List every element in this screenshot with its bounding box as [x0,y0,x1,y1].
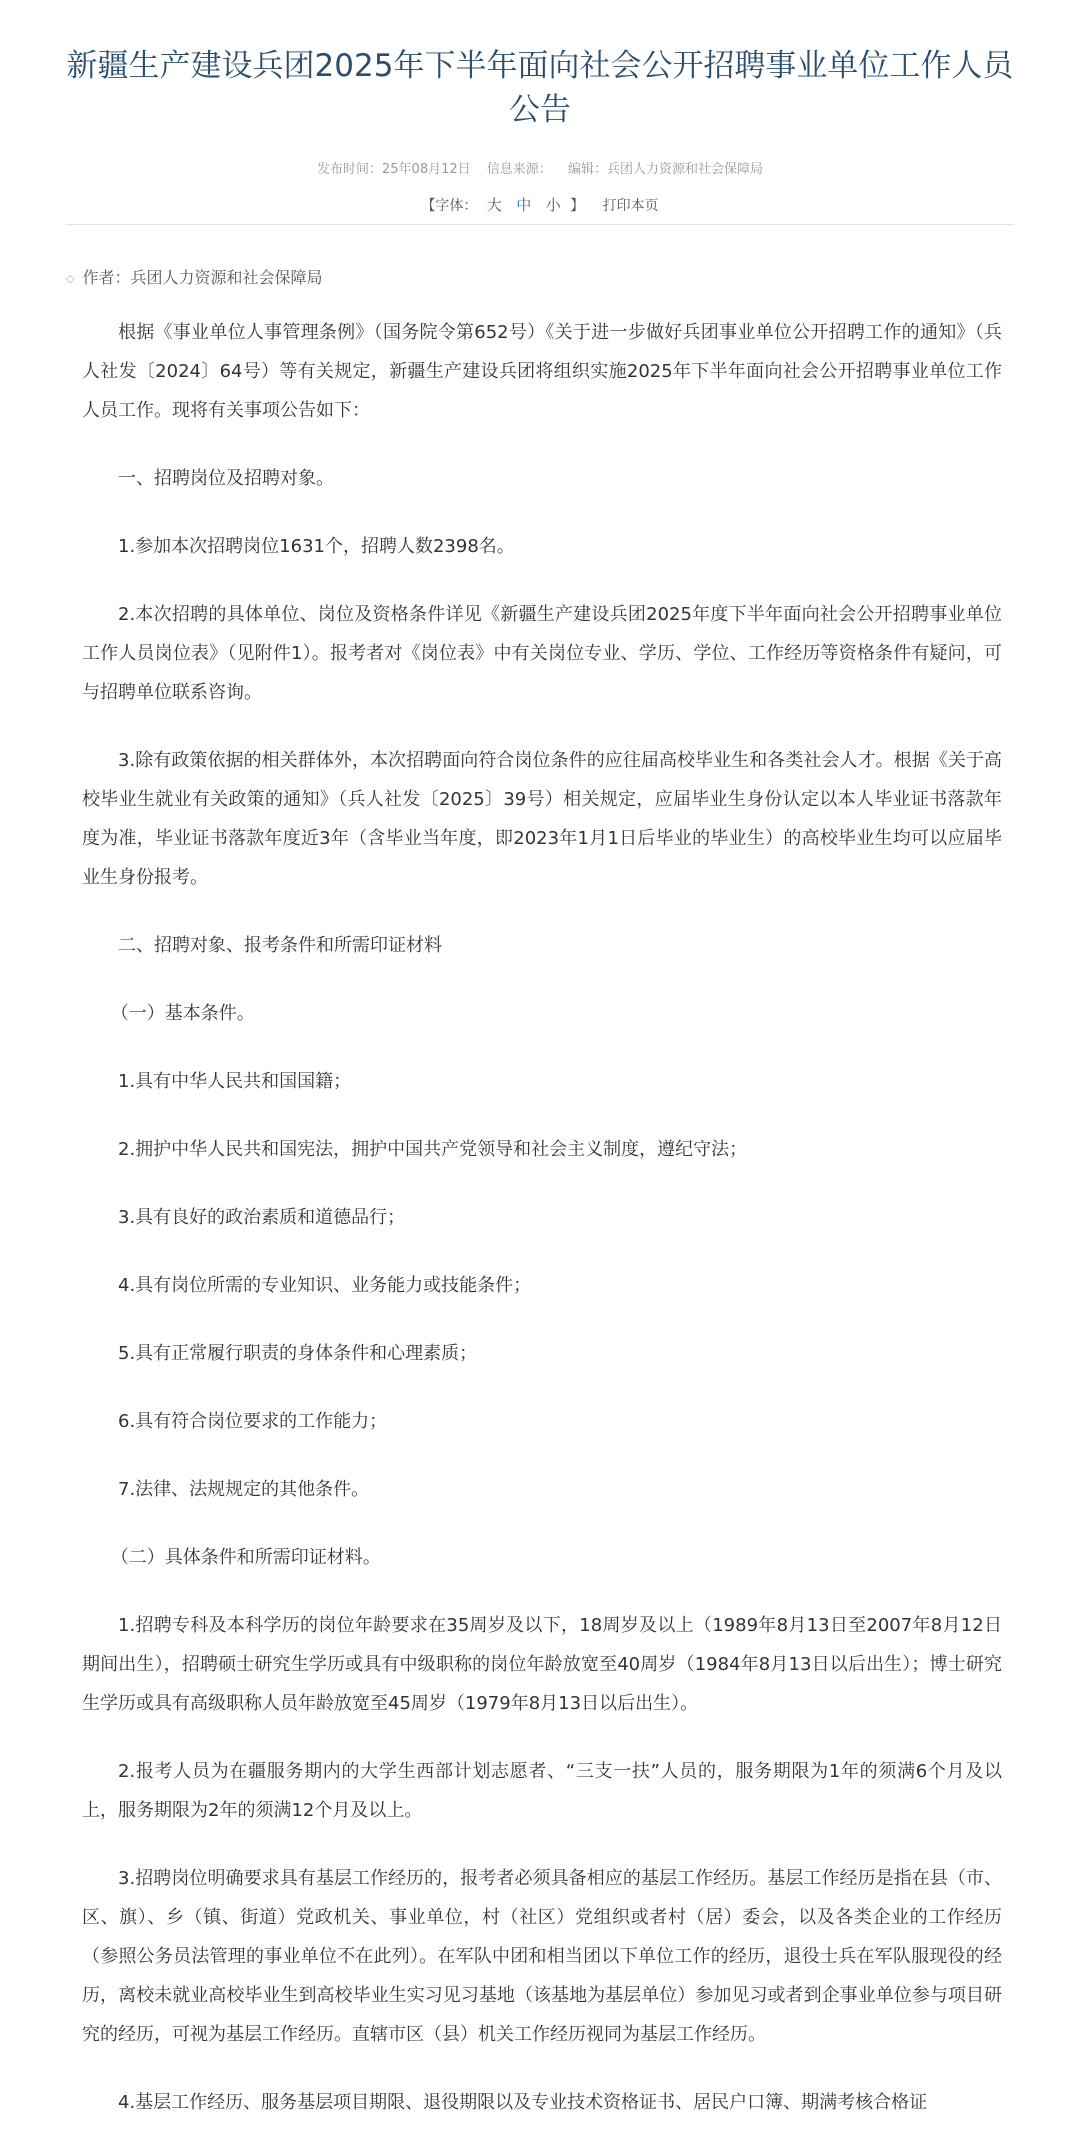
paragraph: 4.基层工作经历、服务基层项目期限、退役期限以及专业技术资格证书、居民户口簿、期满考核合格证 [118,2092,928,2113]
paragraph: 4.具有岗位所需的专业知识、业务能力或技能条件； [118,1275,532,1296]
article-header [66,0,1014,217]
article-meta [66,160,1014,180]
subsection-heading-2: （二）具体条件和所需印证材料。 [110,1547,381,1568]
article-title: 新疆生产建设兵团2025年下半年面向社会公开招聘事业单位工作人员公告 [66,48,1014,128]
author-line [66,266,322,291]
font-size-label-close: 】 [570,198,585,214]
diamond-bullet-icon: ◇ [66,272,75,285]
font-size-large-button[interactable]: 大 [486,196,502,214]
author-text: 作者：兵团人力资源和社会保障局 [82,268,323,287]
paragraph: 2.拥护中华人民共和国宪法，拥护中国共产党领导和社会主义制度，遵纪守法； [118,1139,748,1160]
paragraph: 3.招聘岗位明确要求具有基层工作经历的，报考者必须具备相应的基层工作经历。基层工作经历是指在县（市、区、旗）、乡（镇、街道）党政机关、事业单位，村（社区）党组织或者村（居）委会，以及各类企业的工作经历（参照公务员法管理的事业单位不在此列）。在军队中团和相当团以下单位工作的经历，退役士兵在军队服现役的经历，离校未就业高校毕业生到高校毕业生实习见习基地（该基地为基层单位）参加见习或者到企事业单位参与项目研究的经历，可视为基层工作经历。直辖市区（县）机关工作经历视同为基层工作经历。 [82,1868,1002,2045]
paragraph: 2.报考人员为在疆服务期内的大学生西部计划志愿者、“三支一扶”人员的，服务期限为1年的须满6个月及以上，服务期限为2年的须满12个月及以上。 [82,1761,1002,1821]
paragraph: 3.具有良好的政治素质和道德品行； [118,1207,406,1228]
font-size-small-button[interactable]: 小 [545,196,561,214]
info-source: 信息来源： [486,162,552,177]
editor: 编辑：兵团人力资源和社会保障局 [567,162,763,177]
section-heading-2: 二、招聘对象、报考条件和所需印证材料 [118,935,442,956]
font-size-medium-button[interactable]: 中 [516,196,532,214]
paragraph: 3.除有政策依据的相关群体外，本次招聘面向符合岗位条件的应往届高校毕业生和各类社会人才。根据《关于高校毕业生就业有关政策的通知》（兵人社发〔2025〕39号）相关规定，应届毕业生身份认定以本人毕业证书落款年度为准，毕业证书落款年度近3年（含毕业当年度，即2023年1月1日后毕业的毕业生）的高校毕业生均可以应届毕业生身份报考。 [82,750,1002,888]
section-heading-1: 一、招聘岗位及招聘对象。 [118,468,334,489]
paragraph: 7.法律、法规规定的其他条件。 [118,1479,370,1500]
paragraph: 1.具有中华人民共和国国籍； [118,1071,352,1092]
paragraph: 2.本次招聘的具体单位、岗位及资格条件详见《新疆生产建设兵团2025年度下半年面向社会公开招聘事业单位工作人员岗位表》（见附件1）。报考者对《岗位表》中有关岗位专业、学历、学位、工作经历等资格条件有疑问，可与招聘单位联系咨询。 [82,604,1002,703]
paragraph: 1.参加本次招聘岗位1631个，招聘人数2398名。 [118,536,515,557]
print-page-link[interactable]: 打印本页 [602,198,659,214]
paragraph: 1.招聘专科及本科学历的岗位年龄要求在35周岁及以下，18周岁及以上（1989年8月13日至2007年8月12日期间出生），招聘硕士研究生学历或具有中级职称的岗位年龄放宽至40周岁（1984年8月13日以后出生）；博士研究生学历或具有高级职称人员年龄放宽至45周岁（1979年8月13日以后出生）。 [82,1615,1002,1714]
article-body [82,313,1002,2145]
paragraph: 6.具有符合岗位要求的工作能力； [118,1411,388,1432]
subsection-heading-1: （一）基本条件。 [110,1003,255,1024]
header-divider [66,224,1014,225]
font-size-label-open: 【字体： [421,198,478,214]
publish-time: 发布时间：25年08月12日 [317,162,471,177]
paragraph: 5.具有正常履行职责的身体条件和心理素质； [118,1343,478,1364]
article-tools [66,194,1014,217]
paragraph-intro: 根据《事业单位人事管理条例》（国务院令第652号）《关于进一步做好兵团事业单位公开招聘工作的通知》（兵人社发〔2024〕64号）等有关规定，新疆生产建设兵团将组织实施2025年下半年面向社会公开招聘事业单位工作人员工作。现将有关事项公告如下： [82,322,1002,421]
